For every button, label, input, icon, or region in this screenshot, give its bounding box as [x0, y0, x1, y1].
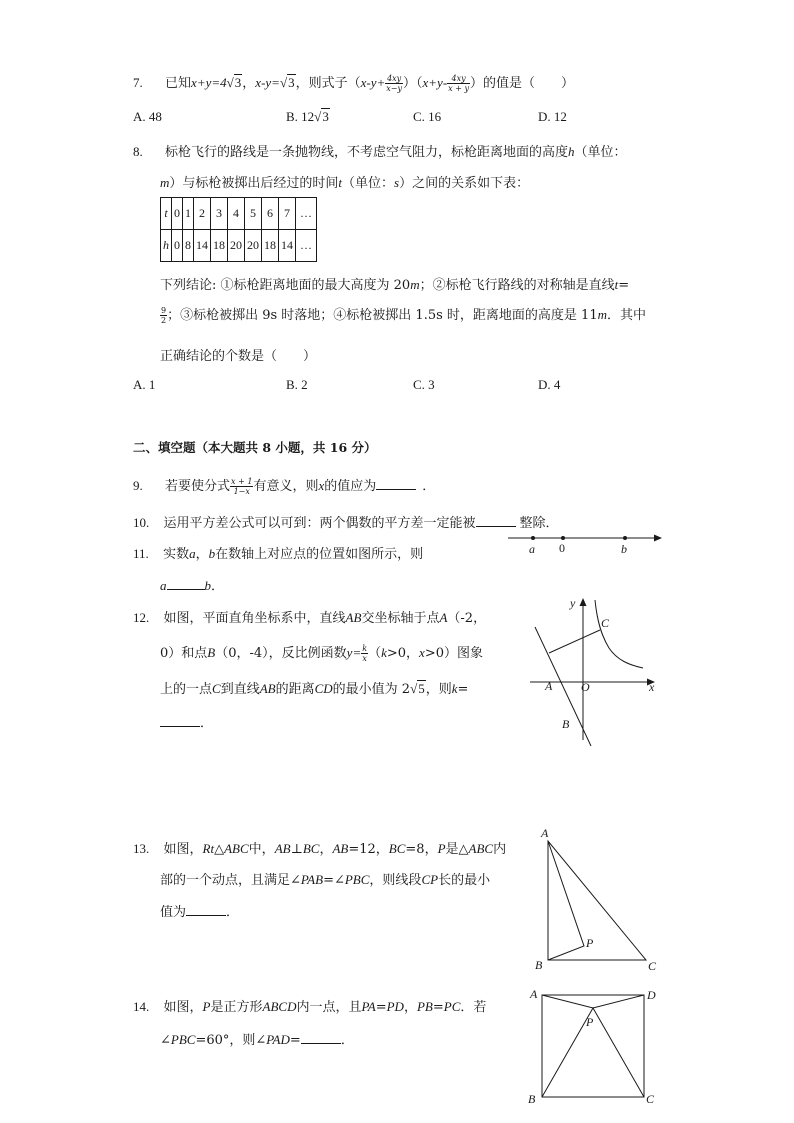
q8-line2 [160, 172, 529, 191]
q10-text-b: 整除． [519, 516, 559, 531]
q14-t7: =60°，则∠ [195, 1033, 267, 1048]
table-cell: 2 [194, 198, 211, 230]
number-line-arrow [654, 535, 662, 542]
q13-t7: 内 [493, 842, 507, 857]
q7-cond1-radicand: 3 [234, 75, 242, 90]
q12-text-2d: >0， [386, 646, 420, 661]
q13-perp: ⊥ [290, 842, 303, 857]
q12-var-b: B [207, 645, 216, 660]
q8-concl-2a: ；③标枪被掷出 9s 时落地；④标枪被掷出 1.5s 时，距离地面的高度是 11 [167, 308, 598, 323]
q13-figure [530, 824, 660, 974]
q12-text-1c: （-2， [447, 611, 487, 626]
q12-label-x: x [649, 680, 655, 694]
q8-var-t: t [338, 175, 343, 190]
q14-pa: PA [361, 999, 376, 1014]
q8-concl-1b: ；②标枪飞行路线的对称轴是直线 [419, 278, 615, 293]
q13-label-b: B [535, 958, 543, 972]
table-cell: t [161, 198, 172, 230]
label-b: b [621, 542, 627, 556]
q13-cp: CP [421, 872, 439, 887]
q13-t1: 如图， [163, 842, 203, 857]
q13-t4: =12， [348, 842, 389, 857]
q14-label-a: A [530, 987, 538, 1001]
q7-cond2-radicand: 3 [288, 75, 295, 90]
q8-concl-unit: m [410, 277, 420, 292]
q14-eq1: = [375, 1000, 387, 1015]
q12-x: x [419, 645, 425, 660]
q9-frac: $\frac{x + 1}{1-x}$ [231, 477, 253, 496]
q9-text-d: ． [422, 479, 436, 494]
q12-text-3c: 的距离 [275, 682, 315, 697]
q14-label-p: P [586, 1015, 594, 1029]
q10-text-a: 运用平方差公式可以可到：两个偶数的平方差一定能被 [163, 516, 476, 531]
table-row [161, 230, 317, 262]
q11-text-b: 在数轴上对应点的位置如图所示，则 [215, 547, 424, 562]
q7-option-c[interactable]: C. 16 [413, 109, 442, 124]
q14-t2: 是正方形 [210, 1000, 263, 1015]
q8-var-s: s [394, 175, 400, 190]
table-cell: 18 [211, 230, 228, 262]
table-cell: 20 [245, 230, 262, 262]
table-cell: 8 [183, 230, 194, 262]
q8-concl-1a: 下列结论: ①标枪距离地面的最大高度为 20 [160, 278, 411, 293]
q14-pc: PC [443, 999, 461, 1014]
q12-text-2a: 0）和点 [160, 646, 208, 661]
q7-suffix: ）的值是（ ） [470, 76, 575, 91]
q12-label-a: A [545, 679, 553, 693]
q9-answer-blank[interactable] [376, 478, 416, 490]
q12-segment-cd [549, 630, 600, 653]
q8-text-2b: （单位： [342, 176, 395, 191]
q14-answer-blank[interactable] [301, 1032, 341, 1044]
q14-line1 [133, 996, 486, 1015]
table-cell: … [296, 230, 317, 262]
q7-mid: ，则式子（ [295, 76, 361, 91]
table-cell: 6 [262, 198, 279, 230]
table-cell: 4 [228, 198, 245, 230]
q14-eq2: = [432, 1000, 444, 1015]
q9-var: x [318, 478, 325, 493]
table-cell: 0 [172, 230, 183, 262]
q12-text-2e: >0）图象 [424, 646, 483, 661]
q13-tri: △ [214, 842, 225, 857]
q12-var-a: A [439, 610, 448, 625]
q14-number: 14. [133, 999, 150, 1014]
q13-triangle [548, 841, 646, 960]
q14-label-c: C [646, 1092, 655, 1106]
q12-text-3e: ，则 [425, 682, 452, 697]
q11-number-line [500, 528, 670, 560]
q7-cond2: x-y= [255, 75, 280, 90]
q9-text-a: 若要使分式 [165, 479, 231, 494]
q10-number: 10. [133, 515, 150, 530]
q7-option-d[interactable]: D. 12 [538, 109, 567, 124]
q8-option-c[interactable]: C. 3 [413, 377, 435, 392]
q9-number: 9. [133, 478, 143, 493]
q13-bc2: BC [388, 841, 406, 856]
q12-end: ． [200, 716, 214, 731]
q11-number: 11. [133, 546, 149, 561]
q12-k2: k [451, 681, 458, 696]
q12-k: k [381, 645, 387, 660]
q8-text-1a: 标枪飞行的路线是一条抛物线，不考虑空气阻力，标枪距离地面的高度 [165, 145, 569, 160]
q13-abc: ABC [224, 841, 249, 856]
q13-ab2: AB [332, 841, 349, 856]
q13-bc: BC [302, 841, 320, 856]
q11-comma: ， [195, 547, 209, 562]
q12-line1 [133, 607, 486, 626]
q11-var-a: a [189, 546, 196, 561]
point-b [623, 536, 627, 540]
q8-option-d[interactable]: D. 4 [538, 377, 561, 392]
table-cell: 7 [279, 198, 296, 230]
table-cell: 3 [211, 198, 228, 230]
q11-line2-b: b [204, 578, 211, 593]
q12-radicand: 5 [418, 681, 425, 696]
q8-option-a[interactable]: A. 1 [133, 377, 156, 392]
q8-var-h: h [568, 144, 575, 159]
q14-t1: 如图， [163, 1000, 203, 1015]
q12-label-c: C [601, 616, 610, 630]
q8-frac-9-2: $\frac{9}{2}$ [161, 306, 167, 325]
q13-abc2: ABC [468, 841, 494, 856]
q13-segments-p [548, 841, 584, 960]
q12-label-b: B [562, 717, 570, 731]
table-cell: 14 [194, 230, 211, 262]
table-cell: 0 [172, 198, 183, 230]
table-cell: h [161, 230, 172, 262]
table-row [161, 198, 317, 230]
q13-t6: 是△ [445, 842, 469, 857]
q13-label-c: C [648, 959, 657, 973]
q7-option-a[interactable]: A. 48 [133, 109, 162, 124]
q14-t5: ．若 [460, 1000, 487, 1015]
point-a [531, 536, 535, 540]
q8-line1 [133, 141, 627, 160]
q7-paren: ）（ [403, 76, 423, 91]
q7-frac2: $\frac{4xy}{x + y}$ [448, 74, 469, 93]
q12-var-ab: AB [345, 610, 362, 625]
q13-t9: =∠ [323, 873, 345, 888]
q12-figure [525, 590, 665, 750]
q7-number: 7. [133, 75, 143, 90]
q9-text-b: 有意义，则 [253, 479, 319, 494]
q14-pbc: PBC [170, 1032, 196, 1047]
q12-line4 [160, 712, 213, 731]
q12-var-ab2: AB [259, 681, 276, 696]
q11-var-b: b [208, 546, 216, 561]
q13-pab: PAB [300, 872, 324, 887]
q13-t10: ，则线段 [369, 873, 422, 888]
q14-t4: ， [403, 1000, 417, 1015]
q13-t3: ， [319, 842, 333, 857]
q11-line2-a: a [160, 578, 167, 593]
q11-answer-blank[interactable] [167, 578, 205, 590]
q12-text-3d: 的最小值为 2 [332, 682, 411, 697]
q14-segments-top [542, 995, 644, 1008]
q12-line2 [160, 642, 483, 663]
q12-text-3b: 到直线 [220, 682, 260, 697]
q14-line2 [160, 1029, 354, 1048]
q14-square [542, 995, 644, 1097]
q14-pd: PD [386, 999, 404, 1014]
q7-expr1: x-y+ [360, 75, 386, 90]
table-cell: 18 [262, 230, 279, 262]
q8-text-1b: （单位： [574, 145, 627, 160]
q13-label-a: A [541, 826, 549, 840]
q8-text-2a: ）与标枪被掷出后经过的时间 [169, 176, 339, 191]
q12-text-3a: 上的一点 [160, 682, 213, 697]
q13-line2 [160, 869, 490, 888]
q12-label-o: O [581, 680, 590, 694]
q8-text-2c: ）之间的关系如下表： [399, 176, 530, 191]
q13-t13: ． [226, 905, 240, 920]
q13-rt: Rt [202, 841, 215, 856]
table-cell: 14 [279, 230, 296, 262]
q13-t11: 长的最小 [438, 873, 491, 888]
q11-line2 [160, 575, 224, 594]
q12-y-arrow [580, 598, 587, 606]
table-cell: … [296, 198, 317, 230]
q12-text-2b: （0，-4），反比例函数 [215, 646, 347, 661]
q12-number: 12. [133, 610, 150, 625]
label-a: a [529, 542, 535, 556]
q7-cond1: x+y=4 [191, 75, 227, 90]
q10-stem [133, 512, 559, 531]
q12-var-cd: CD [314, 681, 333, 696]
q13-label-p: P [586, 936, 594, 950]
q7-stem: 7. 已知x+y=4√3，x-y=√3，则式子（x-y+ $\frac{4xy}{x-y}$ ）（x+y- $\frac{4xy}{x + y}$ ）的值是（ ） [133, 74, 575, 93]
point-0 [561, 536, 565, 540]
table-cell: 5 [245, 198, 262, 230]
q11-text-a: 实数 [163, 547, 190, 562]
q8-concl-2b: ．其中 [606, 308, 646, 323]
q12-text-3f: = [457, 682, 469, 697]
q11-line1 [133, 543, 423, 562]
q10-answer-blank[interactable] [476, 515, 516, 527]
q8-conclusion-line1 [160, 274, 629, 293]
q14-pad: PAD [266, 1032, 290, 1047]
q11-line2-end: ． [211, 579, 225, 594]
q14-t6: ∠ [160, 1033, 171, 1048]
q13-t2: 中， [248, 842, 275, 857]
q13-pbc: PBC [344, 872, 370, 887]
q7-frac1: $\frac{4xy}{x-y}$ [386, 74, 402, 93]
table-cell: 1 [183, 198, 194, 230]
q8-conclusion-line2 [160, 304, 646, 325]
q12-y: y= [346, 645, 362, 660]
q13-t12: 值为 [160, 905, 187, 920]
q14-figure [525, 984, 665, 1108]
q8-concl-var-t: t [614, 277, 619, 292]
q14-p: P [202, 999, 211, 1014]
q12-label-y: y [570, 596, 576, 610]
q13-answer-blank[interactable] [186, 904, 226, 916]
q14-label-d: D [647, 988, 656, 1002]
q8-concl-unit2: m [597, 307, 607, 322]
q12-text-2c: （ [368, 646, 382, 661]
q14-pb: PB [416, 999, 433, 1014]
q14-t3: 内一点，且 [296, 1000, 362, 1015]
q12-line3: 上的一点C到直线AB的距离CD的最小值为 2√5，则k= [160, 681, 469, 697]
q7-expr2: x+y- [422, 75, 448, 90]
q12-answer-blank[interactable] [160, 715, 200, 727]
q13-p: P [437, 841, 446, 856]
q13-t5: =8， [405, 842, 438, 857]
q9-stem [133, 475, 435, 496]
q12-hyperbola [595, 600, 643, 668]
q7-prefix: 已知 [165, 76, 192, 91]
q12-var-c: C [212, 681, 221, 696]
q12-frac-k-x: $\frac{k}{x}$ [362, 644, 368, 663]
q8-number: 8. [133, 144, 143, 159]
q12-text-1: 如图，平面直角坐标系中，直线 [163, 611, 346, 626]
q14-label-b: B [528, 1092, 536, 1106]
q13-line1 [133, 838, 506, 857]
table-cell: 20 [228, 230, 245, 262]
q8-option-b[interactable]: B. 2 [286, 377, 308, 392]
q12-text-1b: 交坐标轴于点 [361, 611, 440, 626]
label-0: 0 [559, 541, 565, 555]
q14-t8: = [289, 1033, 301, 1048]
q9-text-c: 的值应为 [324, 479, 377, 494]
q13-number: 13. [133, 841, 150, 856]
q8-concl-eq: = [618, 278, 630, 293]
q7-sep: ， [242, 76, 256, 91]
q8-var-m: m [160, 175, 170, 190]
q13-line3 [160, 901, 239, 920]
q7-option-b[interactable]: B. 12√3 [286, 109, 329, 124]
q8-table [160, 197, 317, 262]
q14-abcd: ABCD [262, 999, 297, 1014]
q14-t9: ． [340, 1033, 354, 1048]
section-title: 二、填空题（本大题共 8 小题，共 16 分） [133, 440, 377, 455]
q8-conclusion-line3: 正确结论的个数是（ ） [160, 349, 317, 364]
q13-ab: AB [274, 841, 291, 856]
q13-t8: 部的一个动点，且满足∠ [160, 873, 301, 888]
